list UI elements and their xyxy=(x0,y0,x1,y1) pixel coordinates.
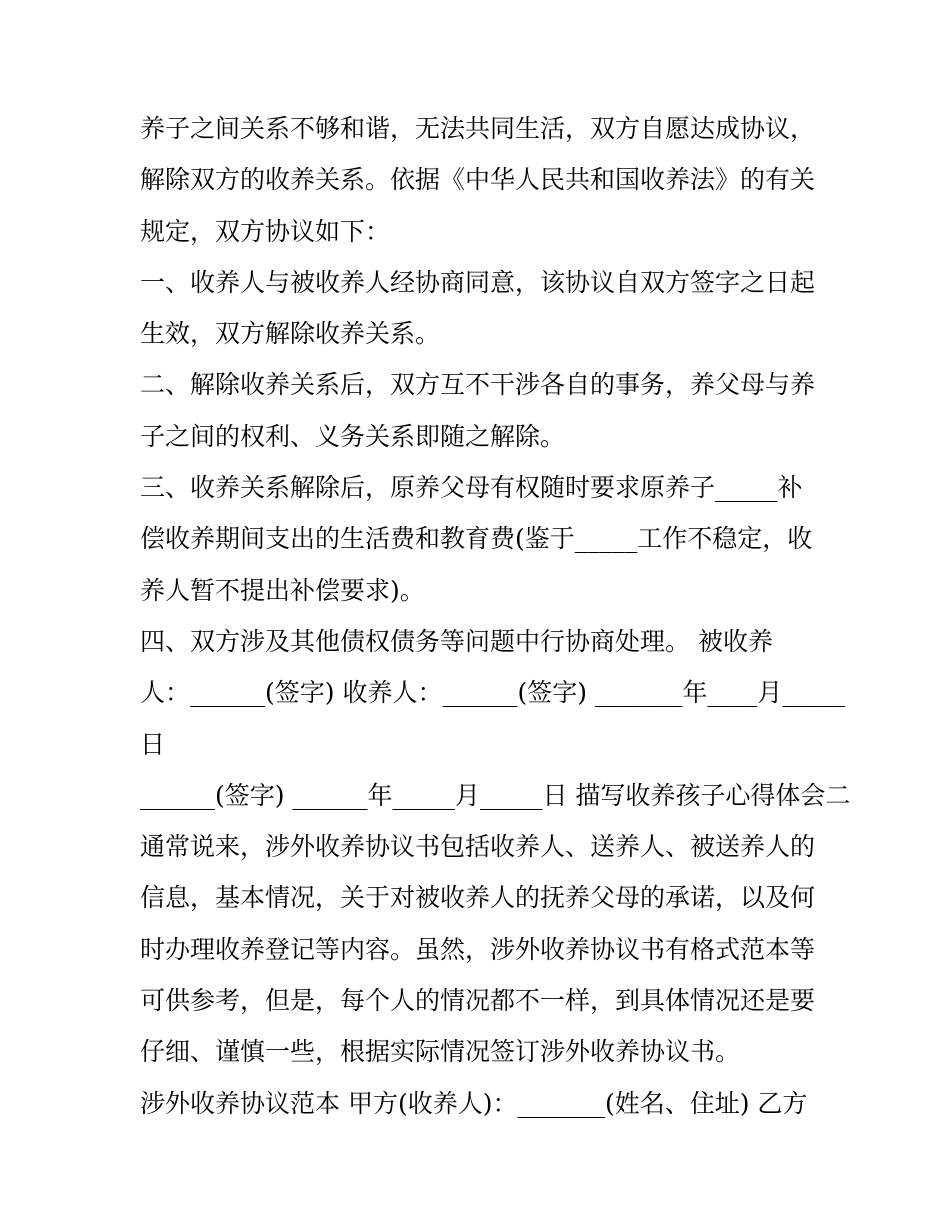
text-line: 一、收养人与被收养人经协商同意，该协议自双方签字之日起 xyxy=(140,267,816,297)
text-line: 通常说来，涉外收养协议书包括收养人、送养人、被送养人的 xyxy=(140,832,816,862)
document-body xyxy=(140,103,851,1129)
text-line: 日 xyxy=(140,729,166,759)
text-line: 时办理收养登记等内容。虽然，涉外收养协议书有格式范本等 xyxy=(140,934,816,964)
text-line: 生效，双方解除收养关系。 xyxy=(140,319,441,349)
text-line: 养子之间关系不够和谐，无法共同生活，双方自愿达成协议， xyxy=(140,114,816,143)
text-line: 信息，基本情况，关于对被收养人的抚养父母的承诺，以及何 xyxy=(140,883,816,913)
text-line: 四、双方涉及其他债权债务等问题中行协商处理。 被收养 xyxy=(140,626,773,656)
text-line: ______(签字) ______年_____月_____日 描写收养孩子心得体会二 xyxy=(140,780,851,810)
text-line: 解除双方的收养关系。依据《中华人民共和国收养法》的有关 xyxy=(140,165,816,195)
text-line: 三、收养关系解除后，原养父母有权随时要求原养子_____补 xyxy=(140,473,803,503)
text-line: 规定，双方协议如下： xyxy=(140,216,391,246)
text-line: 养人暂不提出补偿要求)。 xyxy=(140,575,425,605)
text-line: 可供参考，但是，每个人的情况都不一样，到具体情况还是要 xyxy=(140,986,816,1016)
text-line: 人：______(签字) 收养人：______(签字) _______年____月_____ xyxy=(140,678,845,708)
text-line: 子之间的权利、义务关系即随之解除。 xyxy=(140,421,566,451)
text-line: 仔细、谨慎一些，根据实际情况签订涉外收养协议书。 xyxy=(140,1037,741,1067)
text-line: 偿收养期间支出的生活费和教育费(鉴于_____工作不稳定，收 xyxy=(140,524,813,554)
text-line: 涉外收养协议范本 甲方(收养人)：_______(姓名、住址) 乙方 xyxy=(140,1088,808,1118)
text-line: 二、解除收养关系后，双方互不干涉各自的事务，养父母与养 xyxy=(140,370,816,400)
